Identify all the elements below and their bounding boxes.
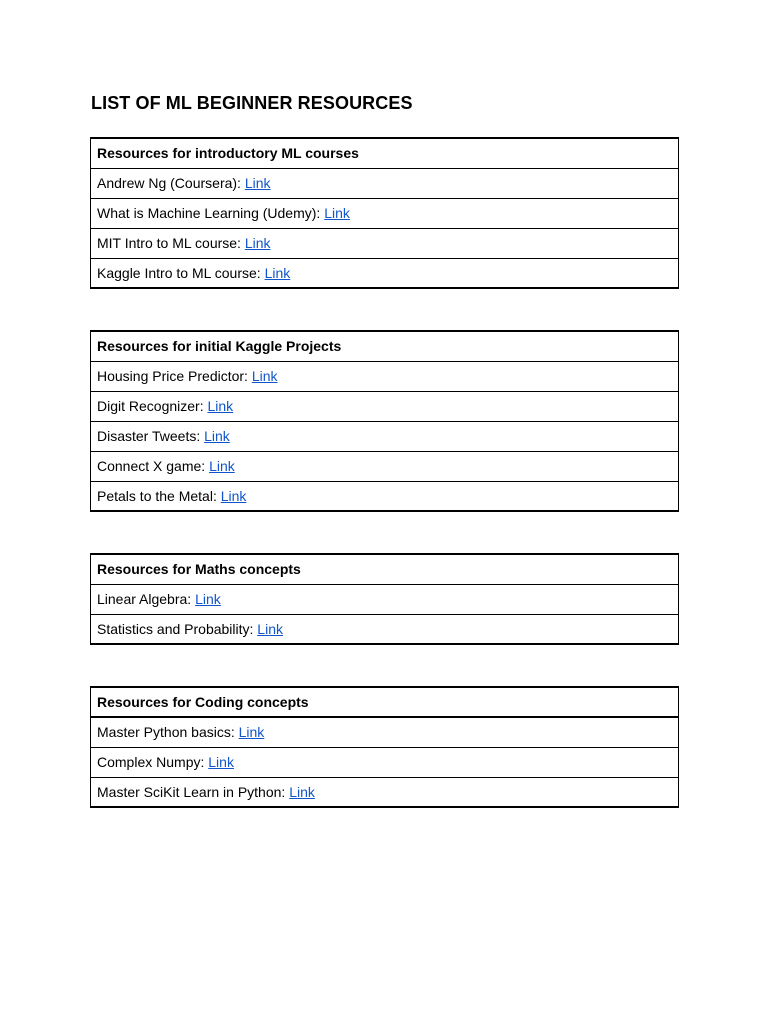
item-label: Disaster Tweets:	[97, 428, 205, 444]
list-item	[91, 584, 679, 614]
resource-link[interactable]: Link	[324, 205, 350, 221]
resource-link[interactable]: Link	[238, 724, 265, 741]
list-item	[91, 258, 679, 288]
kaggle-projects-table	[90, 330, 679, 512]
list-item	[91, 198, 679, 228]
resource-link[interactable]: Link	[264, 264, 291, 281]
item-label: Kaggle Intro to ML course:	[97, 264, 265, 281]
list-item	[91, 747, 679, 777]
table-heading: Resources for Maths concepts	[91, 554, 679, 584]
list-item	[91, 777, 679, 807]
item-label: What is Machine Learning (Udemy):	[97, 205, 325, 221]
resource-link[interactable]: Link	[257, 620, 283, 637]
list-item	[91, 717, 679, 747]
list-item	[91, 228, 679, 258]
list-item	[91, 361, 679, 391]
resource-link[interactable]: Link	[289, 783, 315, 800]
item-label: MIT Intro to ML course:	[97, 235, 245, 251]
coding-concepts-table	[90, 686, 679, 808]
table-heading: Resources for introductory ML courses	[91, 138, 679, 168]
page-title: LIST OF ML BEGINNER RESOURCES	[91, 93, 413, 113]
table-heading: Resources for Coding concepts	[91, 687, 679, 717]
resource-link[interactable]: Link	[244, 235, 271, 251]
list-item	[91, 614, 679, 644]
list-item	[91, 451, 679, 481]
resource-link[interactable]: Link	[195, 591, 221, 607]
item-label: Master SciKit Learn in Python:	[97, 783, 290, 800]
resource-link[interactable]: Link	[208, 754, 234, 770]
table-heading: Resources for initial Kaggle Projects	[91, 331, 679, 361]
item-label: Andrew Ng (Coursera):	[97, 175, 245, 191]
item-label: Connect X game:	[97, 458, 210, 474]
maths-concepts-table	[90, 553, 679, 645]
intro-courses-table	[90, 137, 679, 289]
resource-link[interactable]: Link	[209, 458, 235, 474]
item-label: Linear Algebra:	[97, 591, 196, 607]
item-label: Petals to the Metal:	[97, 487, 221, 504]
resource-link[interactable]: Link	[207, 398, 234, 414]
resource-link[interactable]: Link	[220, 487, 247, 504]
item-label: Master Python basics:	[97, 724, 239, 741]
resource-link[interactable]: Link	[251, 368, 278, 384]
resource-link[interactable]: Link	[244, 175, 271, 191]
item-label: Housing Price Predictor:	[97, 368, 252, 384]
list-item	[91, 391, 679, 421]
item-label: Complex Numpy:	[97, 754, 209, 770]
item-label: Digit Recognizer:	[97, 398, 208, 414]
list-item	[91, 421, 679, 451]
item-label: Statistics and Probability:	[97, 620, 258, 637]
list-item	[91, 481, 679, 511]
resource-link[interactable]: Link	[204, 428, 230, 444]
list-item	[91, 168, 679, 198]
